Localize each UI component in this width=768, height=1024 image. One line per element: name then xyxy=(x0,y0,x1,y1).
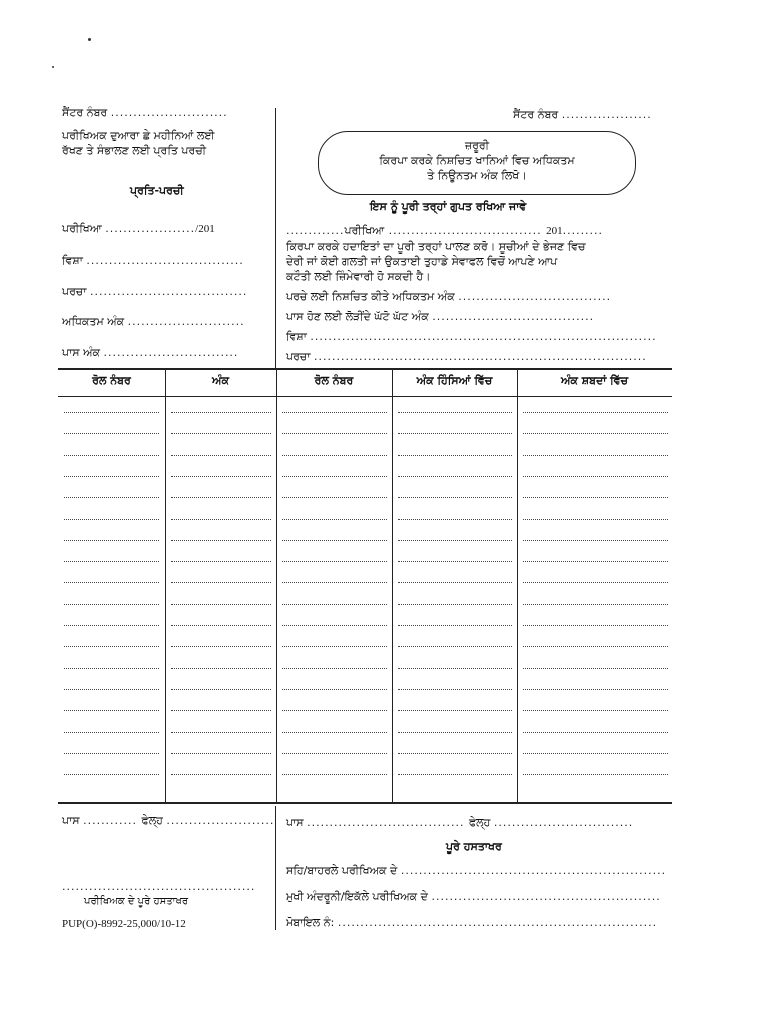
table-entry-line[interactable] xyxy=(171,455,271,457)
table-entry-line[interactable] xyxy=(64,753,159,755)
header-marks-figures: ਅੰਕ ਹਿੰਸਿਆਂ ਵਿੱਚ xyxy=(416,374,493,387)
left-exam-label: ਪਰੀਖਿਆ xyxy=(62,222,102,235)
table-entry-line[interactable] xyxy=(398,646,512,648)
table-entry-line[interactable] xyxy=(171,646,271,648)
table-entry-line[interactable] xyxy=(398,753,512,755)
head-examiner-row: ਮੁਖੀ ਅੰਦਰੂਨੀ/ਇਕੱਲੇ ਪਰੀਖਿਅਕ ਦੇ ................................................... xyxy=(286,890,661,903)
table-entry-line[interactable] xyxy=(171,540,271,542)
header-marks: ਅੰਕ xyxy=(212,374,229,387)
table-entry-line[interactable] xyxy=(282,582,387,584)
table-entry-line[interactable] xyxy=(171,582,271,584)
instruction-line2: ਦੇਰੀ ਜਾਂ ਕੋਈ ਗਲਤੀ ਜਾਂ ਉਕਤਾਈ ਤੁਹਾਡੇ ਸੇਵਾਫਲ ਵਿਚੋਂ ਆਪਣੇ ਆਪ xyxy=(286,255,558,268)
left-paper-label: ਪਰਚਾ xyxy=(62,285,87,298)
table-entry-line[interactable] xyxy=(523,433,668,435)
table-entry-line[interactable] xyxy=(398,476,512,478)
important-note-box xyxy=(318,131,636,195)
table-entry-line[interactable] xyxy=(523,604,668,606)
form-code: PUP(O)-8992-25,000/10-12 xyxy=(62,918,186,930)
table-entry-line[interactable] xyxy=(171,689,271,691)
header-marks-words: ਅੰਕ ਸ਼ਬਦਾਂ ਵਿੱਚ xyxy=(560,374,629,387)
table-entry-line[interactable] xyxy=(64,433,159,435)
left-fail-label: ਫੇਲ੍ਹ xyxy=(141,814,163,827)
table-entry-line[interactable] xyxy=(64,604,159,606)
right-subject-label: ਵਿਸ਼ਾ xyxy=(286,330,307,343)
right-center-number-label: ਸੈਂਟਰ ਨੰਬਰ xyxy=(513,108,559,121)
table-entry-line[interactable] xyxy=(64,519,159,521)
left-paper-row: ਪਰਚਾ ................................... xyxy=(62,285,248,298)
table-entry-line[interactable] xyxy=(523,519,668,521)
table-entry-line[interactable] xyxy=(398,774,512,776)
full-signature-heading: ਪੂਰੇ ਹਸਤਾਖਰ xyxy=(446,840,502,853)
left-exam-row: ਪਰੀਖਿਆ ..................../201 xyxy=(62,222,215,235)
confidential-notice: ਇਸ ਨੂੰ ਪੂਰੀ ਤਰ੍ਹਾਂ ਗੁਪਤ ਰਖਿਆ ਜਾਵੇ xyxy=(370,200,527,213)
table-entry-line[interactable] xyxy=(171,519,271,521)
right-exam-label: ਪਰੀਖਿਆ xyxy=(344,224,385,237)
right-exam-row: .............ਪਰੀਖਿਆ .................................. 201......... xyxy=(286,224,604,237)
table-entry-line[interactable] xyxy=(523,625,668,627)
left-pass-marks-label: ਪਾਸ ਅੰਕ xyxy=(62,346,101,359)
table-entry-line[interactable] xyxy=(282,519,387,521)
header-roll-number-2: ਰੋਲ ਨੰਬਰ xyxy=(314,374,354,387)
table-entry-line[interactable] xyxy=(523,668,668,670)
table-entry-line[interactable] xyxy=(282,604,387,606)
table-entry-line[interactable] xyxy=(171,625,271,627)
header-roll-number-1: ਰੋਲ ਨੰਬਰ xyxy=(92,374,131,387)
table-entry-line[interactable] xyxy=(282,625,387,627)
table-entry-line[interactable] xyxy=(171,668,271,670)
table-entry-line[interactable] xyxy=(398,604,512,606)
table-entry-line[interactable] xyxy=(282,689,387,691)
table-entry-line[interactable] xyxy=(64,497,159,499)
right-paper-label: ਪਰਚਾ xyxy=(286,350,311,363)
left-subject-label: ਵਿਸ਼ਾ xyxy=(62,254,83,267)
right-exam-year: 201 xyxy=(546,225,563,237)
right-subject-row: ਵਿਸ਼ਾ ............................................................................. xyxy=(286,330,657,343)
table-entry-line[interactable] xyxy=(398,625,512,627)
important-title: ਜ਼ਰੂਰੀ xyxy=(464,139,490,152)
table-entry-line[interactable] xyxy=(398,433,512,435)
table-entry-line[interactable] xyxy=(64,412,159,414)
table-entry-line[interactable] xyxy=(398,732,512,734)
left-subject-row: ਵਿਸ਼ਾ ................................... xyxy=(62,254,244,267)
table-entry-line[interactable] xyxy=(64,689,159,691)
table-entry-line[interactable] xyxy=(523,476,668,478)
left-center-number-row: ਸੈਂਟਰ ਨੰਬਰ .......................... xyxy=(62,106,228,119)
table-entry-line[interactable] xyxy=(64,710,159,712)
right-center-number-row: ਸੈਂਟਰ ਨੰਬਰ .................... xyxy=(513,108,652,121)
table-entry-line[interactable] xyxy=(523,455,668,457)
table-entry-line[interactable] xyxy=(171,732,271,734)
left-heading: ਪ੍ਰਤਿ-ਪਰਚੀ xyxy=(130,184,184,197)
table-entry-line[interactable] xyxy=(64,625,159,627)
table-entry-line[interactable] xyxy=(523,689,668,691)
table-entry-line[interactable] xyxy=(64,646,159,648)
co-examiner-label: ਸਹਿ/ਬਾਹਰਲੇ ਪਰੀਖਿਅਕ ਦੇ xyxy=(286,864,398,877)
right-fail-label: ਫੇਲ੍ਹ xyxy=(468,816,491,829)
left-pass-label: ਪਾਸ xyxy=(62,814,80,827)
left-exam-year: /201 xyxy=(195,223,215,235)
table-entry-line[interactable] xyxy=(282,540,387,542)
table-entry-line[interactable] xyxy=(64,774,159,776)
co-examiner-row: ਸਹਿ/ਬਾਹਰਲੇ ਪਰੀਖਿਅਕ ਦੇ ........................................................... xyxy=(286,864,667,877)
table-entry-line[interactable] xyxy=(523,710,668,712)
table-entry-line[interactable] xyxy=(398,455,512,457)
right-max-marks-label: ਪਰਚੇ ਲਈ ਨਿਸ਼ਚਿਤ ਕੀਤੇ ਅਧਿਕਤਮ ਅੰਕ xyxy=(286,290,455,303)
table-entry-line[interactable] xyxy=(282,710,387,712)
table-entry-line[interactable] xyxy=(282,668,387,670)
speck xyxy=(88,38,91,41)
table-entry-line[interactable] xyxy=(171,433,271,435)
table-entry-line[interactable] xyxy=(398,689,512,691)
examiner-signature-line: ........................................... xyxy=(62,880,256,893)
table-entry-line[interactable] xyxy=(398,519,512,521)
table-entry-line[interactable] xyxy=(64,582,159,584)
left-center-number-label: ਸੈਂਟਰ ਨੰਬਰ xyxy=(62,106,108,119)
left-note-line1: ਪਰੀਖਿਅਕ ਦੁਆਰਾ ਛੇ ਮਹੀਨਿਆਂ ਲਈ xyxy=(62,129,215,142)
table-entry-line[interactable] xyxy=(282,774,387,776)
table-entry-line[interactable] xyxy=(523,774,668,776)
table-entry-line[interactable] xyxy=(282,732,387,734)
table-entry-line[interactable] xyxy=(64,455,159,457)
left-note-line2: ਰੱਖਣ ਤੇ ਸੰਭਾਲਣ ਲਈ ਪ੍ਰਤਿ ਪਰਚੀ xyxy=(62,144,207,157)
left-max-marks-row: ਅਧਿਕਤਮ ਅੰਕ .......................... xyxy=(62,315,245,328)
table-entry-line[interactable] xyxy=(64,561,159,563)
table-entry-line[interactable] xyxy=(171,710,271,712)
table-entry-line[interactable] xyxy=(523,412,668,414)
table-entry-line[interactable] xyxy=(171,497,271,499)
table-entry-line[interactable] xyxy=(398,497,512,499)
table-entry-line[interactable] xyxy=(64,732,159,734)
table-entry-line[interactable] xyxy=(282,433,387,435)
table-entry-line[interactable] xyxy=(523,497,668,499)
right-pass-label: ਪਾਸ xyxy=(286,816,304,829)
head-examiner-label: ਮੁਖੀ ਅੰਦਰੂਨੀ/ਇਕੱਲੇ ਪਰੀਖਿਅਕ ਦੇ xyxy=(286,890,428,903)
marks-table xyxy=(58,368,672,804)
column-divider xyxy=(275,108,276,368)
table-entry-line[interactable] xyxy=(523,540,668,542)
important-line1: ਕਿਰਪਾ ਕਰਕੇ ਨਿਸ਼ਚਿਤ ਖਾਨਿਆਂ ਵਿਚ ਅਧਿਕਤਮ xyxy=(379,154,575,167)
table-entry-line[interactable] xyxy=(523,582,668,584)
footer-divider xyxy=(275,806,276,930)
table-entry-line[interactable] xyxy=(398,412,512,414)
right-pass-fail-row: ਪਾਸ ................................... ਫੇਲ੍ਹ ............................... xyxy=(286,816,634,829)
instruction-line1: ਕਿਰਪਾ ਕਰਕੇ ਹਦਾਇਤਾਂ ਦਾ ਪੂਰੀ ਤਰ੍ਹਾਂ ਪਾਲਣ ਕਰੋ। ਸੂਚੀਆਂ ਦੇ ਭੇਜਣ ਵਿਚ xyxy=(286,240,586,253)
table-entry-line[interactable] xyxy=(398,582,512,584)
table-entry-line[interactable] xyxy=(282,497,387,499)
right-paper-row: ਪਰਚਾ .......................................................................... xyxy=(286,350,647,363)
table-entry-line[interactable] xyxy=(171,412,271,414)
table-entry-line[interactable] xyxy=(398,710,512,712)
table-entry-line[interactable] xyxy=(171,604,271,606)
table-entry-line[interactable] xyxy=(171,774,271,776)
left-pass-marks-row: ਪਾਸ ਅੰਕ .............................. xyxy=(62,346,239,359)
table-entry-line[interactable] xyxy=(523,561,668,563)
mobile-label: ਮੋਬਾਇਲ ਨੰ: xyxy=(286,916,335,929)
left-max-marks-label: ਅਧਿਕਤਮ ਅੰਕ xyxy=(62,315,125,328)
table-entry-line[interactable] xyxy=(282,753,387,755)
right-min-pass-label: ਪਾਸ ਹੋਣ ਲਈ ਲੋੜੀਂਦੇ ਘੱਟੋ ਘੱਟ ਅੰਕ xyxy=(286,310,429,323)
table-entry-line[interactable] xyxy=(398,561,512,563)
examiner-signature-label: ਪਰੀਖਿਅਕ ਦੇ ਪੂਰੇ ਹਸਤਾਖਰ xyxy=(84,896,189,907)
important-line2: ਤੇ ਨਿਊਨਤਮ ਅੰਕ ਲਿਖੋ। xyxy=(427,169,527,182)
table-entry-line[interactable] xyxy=(523,646,668,648)
table-entry-line[interactable] xyxy=(398,540,512,542)
table-entry-line[interactable] xyxy=(523,753,668,755)
mobile-row: ਮੋਬਾਇਲ ਨੰ: ....................................................................... xyxy=(286,916,658,929)
right-max-marks-row: ਪਰਚੇ ਲਈ ਨਿਸ਼ਚਿਤ ਕੀਤੇ ਅਧਿਕਤਮ ਅੰਕ .................................. xyxy=(286,290,612,303)
right-min-pass-row: ਪਾਸ ਹੋਣ ਲਈ ਲੋੜੀਂਦੇ ਘੱਟੋ ਘੱਟ ਅੰਕ .................................... xyxy=(286,310,595,323)
table-entry-line[interactable] xyxy=(282,455,387,457)
table-entry-line[interactable] xyxy=(282,476,387,478)
speck xyxy=(52,66,54,68)
table-entry-line[interactable] xyxy=(64,476,159,478)
table-entry-line[interactable] xyxy=(398,668,512,670)
table-entry-line[interactable] xyxy=(171,753,271,755)
table-entry-line[interactable] xyxy=(171,561,271,563)
table-entry-line[interactable] xyxy=(282,561,387,563)
table-entry-line[interactable] xyxy=(523,732,668,734)
instruction-line3: ਕਟੌਤੀ ਲਈ ਜ਼ਿੰਮੇਵਾਰੀ ਹੋ ਸਕਦੀ ਹੈ। xyxy=(286,270,431,283)
table-entry-line[interactable] xyxy=(282,646,387,648)
table-entry-line[interactable] xyxy=(171,476,271,478)
table-entry-line[interactable] xyxy=(282,412,387,414)
left-pass-fail-row: ਪਾਸ ............ ਫੇਲ੍ਹ ........................ xyxy=(62,814,275,827)
table-entry-line[interactable] xyxy=(64,668,159,670)
table-entry-line[interactable] xyxy=(64,540,159,542)
